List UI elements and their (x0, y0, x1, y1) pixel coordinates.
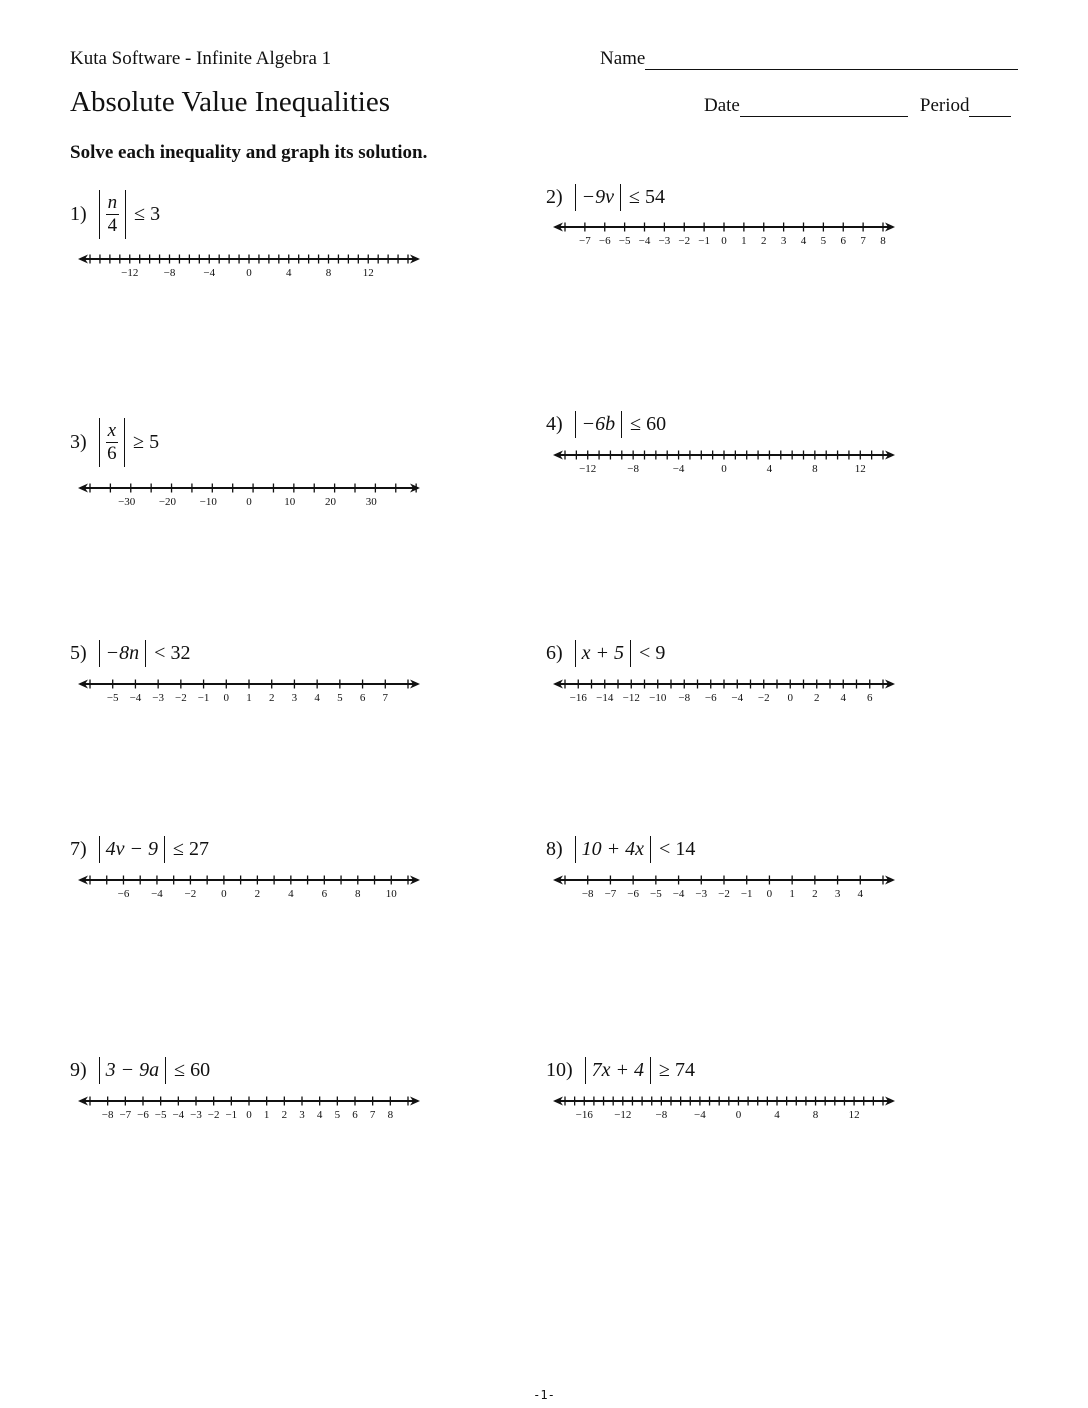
tick-label: −4 (172, 1109, 185, 1121)
tick-label: −4 (694, 1109, 706, 1121)
date-label: Date (704, 95, 740, 116)
name-label: Name (600, 48, 646, 69)
tick-label: −10 (649, 692, 667, 704)
tick-label: −7 (604, 888, 617, 900)
period-blank[interactable] (969, 98, 1011, 117)
absolute-value: x + 5 (575, 640, 631, 667)
tick-label: −2 (757, 692, 770, 704)
tick-label: −8 (655, 1109, 668, 1121)
date-period-fields (704, 95, 1011, 117)
tick-label: 4 (800, 235, 807, 247)
number-line-5[interactable] (78, 675, 420, 709)
absolute-value: −8n (99, 640, 147, 667)
tick-label: −8 (581, 888, 594, 900)
tick-label: −30 (118, 496, 136, 508)
tick-label: −20 (158, 496, 177, 508)
absolute-value (99, 190, 127, 239)
inequality-rhs: ≤ 60 (630, 413, 667, 435)
tick-label: 5 (820, 235, 827, 247)
problem-number: 10) (546, 1059, 573, 1081)
tick-label: −1 (698, 235, 710, 247)
tick-label: −4 (672, 463, 685, 475)
number-line-4[interactable] (553, 446, 895, 480)
absolute-value: 7x + 4 (585, 1057, 651, 1084)
tick-label: 0 (246, 496, 252, 508)
fraction (106, 192, 120, 237)
problem-number: 9) (70, 1059, 87, 1081)
tick-label: 3 (299, 1109, 305, 1121)
tick-label: 10 (284, 496, 296, 508)
tick-label: −1 (225, 1109, 238, 1121)
tick-label: −8 (678, 692, 691, 704)
tick-label: 2 (268, 692, 275, 704)
inequality-rhs: ≤ 54 (629, 186, 666, 208)
fraction (106, 420, 118, 465)
tick-label: 5 (334, 1109, 341, 1121)
absolute-value: −6b (575, 411, 623, 438)
tick-label: −4 (731, 692, 744, 704)
tick-label: −4 (129, 692, 142, 704)
tick-label: −1 (197, 692, 210, 704)
fraction-numerator: x (107, 420, 117, 441)
tick-label: 2 (814, 692, 820, 704)
problem-6 (546, 640, 665, 667)
tick-label: 2 (281, 1109, 288, 1121)
problem-number: 2) (546, 186, 563, 208)
tick-label: 30 (365, 496, 377, 508)
tick-label: −5 (154, 1109, 167, 1121)
tick-label: −12 (579, 463, 597, 475)
tick-label: −8 (627, 463, 640, 475)
problem-7 (70, 836, 209, 863)
tick-label: −6 (627, 888, 640, 900)
number-line-9[interactable] (78, 1092, 420, 1126)
tick-label: −7 (119, 1109, 132, 1121)
tick-label: −12 (614, 1109, 632, 1121)
tick-label: 12 (848, 1109, 860, 1121)
tick-label: −10 (199, 496, 217, 508)
instructions: Solve each inequality and graph its solution. (70, 142, 428, 163)
problem-10 (546, 1057, 695, 1084)
name-blank[interactable] (645, 51, 1018, 70)
problem-2 (546, 184, 665, 211)
tick-label: −7 (579, 235, 591, 247)
tick-label: −12 (622, 692, 640, 704)
tick-label: 4 (314, 692, 320, 704)
tick-label: 0 (223, 692, 230, 704)
tick-label: 7 (382, 692, 389, 704)
tick-label: 6 (352, 1109, 358, 1121)
tick-label: −6 (117, 888, 130, 900)
problem-9 (70, 1057, 210, 1084)
problem-number: 6) (546, 642, 563, 664)
problem-5 (70, 640, 190, 667)
tick-label: 4 (857, 888, 864, 900)
tick-label: 0 (221, 888, 227, 900)
tick-label: −1 (740, 888, 753, 900)
tick-label: 7 (860, 235, 866, 247)
tick-label: 4 (316, 1109, 323, 1121)
tick-label: 3 (291, 692, 298, 704)
tick-label: 12 (854, 463, 866, 475)
inequality-rhs: < 14 (659, 838, 696, 860)
tick-label: −16 (575, 1109, 593, 1121)
tick-label: −8 (101, 1109, 114, 1121)
tick-label: −2 (174, 692, 187, 704)
page-number: -1- (533, 1388, 555, 1402)
tick-label: −5 (618, 235, 631, 247)
number-line-1[interactable] (78, 250, 420, 284)
tick-label: 6 (840, 235, 846, 247)
tick-label: 6 (321, 888, 328, 900)
tick-label: 8 (355, 888, 361, 900)
problem-number: 7) (70, 838, 87, 860)
tick-label: −4 (151, 888, 163, 900)
tick-label: 3 (834, 888, 841, 900)
inequality-rhs: ≤ 60 (174, 1059, 211, 1081)
inequality-rhs: ≥ 74 (659, 1059, 696, 1081)
tick-label: 12 (362, 267, 374, 279)
tick-label: 0 (721, 463, 727, 475)
tick-label: 6 (867, 692, 873, 704)
tick-label: 2 (812, 888, 818, 900)
tick-label: 4 (766, 463, 773, 475)
tick-label: 5 (337, 692, 343, 704)
tick-label: −3 (658, 235, 671, 247)
number-line-10[interactable] (553, 1092, 895, 1126)
tick-label: 0 (721, 235, 727, 247)
inequality-rhs: < 32 (154, 642, 191, 664)
absolute-value: 10 + 4x (575, 836, 651, 863)
tick-label: −5 (106, 692, 119, 704)
absolute-value: 3 − 9a (99, 1057, 167, 1084)
tick-label: −5 (649, 888, 662, 900)
fraction-numerator: n (107, 192, 118, 213)
tick-label: −4 (638, 235, 651, 247)
period-label: Period (919, 95, 970, 116)
inequality-rhs: ≥ 5 (133, 431, 160, 453)
problem-1 (70, 190, 160, 239)
tick-label: −2 (678, 235, 691, 247)
tick-label: 0 (246, 1109, 252, 1121)
problem-4 (546, 411, 666, 438)
tick-label: 7 (369, 1109, 376, 1121)
tick-label: 1 (789, 888, 795, 900)
number-line-7[interactable] (78, 871, 420, 905)
tick-label: −2 (207, 1109, 220, 1121)
tick-label: 1 (741, 235, 747, 247)
tick-label: −16 (569, 692, 587, 704)
number-line-6[interactable] (553, 675, 895, 709)
tick-label: 2 (761, 235, 767, 247)
software-label: Kuta Software - Infinite Algebra 1 (70, 48, 332, 69)
inequality-rhs: ≤ 3 (134, 203, 161, 225)
absolute-value (99, 418, 125, 467)
tick-label: 4 (286, 267, 292, 279)
tick-label: 4 (288, 888, 294, 900)
tick-label: 8 (325, 267, 332, 279)
tick-label: 6 (359, 692, 366, 704)
tick-label: 3 (780, 235, 787, 247)
fraction-denominator: 6 (107, 443, 117, 464)
tick-label: 0 (735, 1109, 742, 1121)
tick-label: 8 (812, 1109, 819, 1121)
tick-label: −6 (598, 235, 611, 247)
tick-label: 4 (840, 692, 846, 704)
absolute-value: 4v − 9 (99, 836, 165, 863)
number-line-3[interactable] (78, 479, 420, 513)
tick-label: 8 (812, 463, 818, 475)
inequality-rhs: ≤ 27 (173, 838, 210, 860)
tick-label: 20 (325, 496, 337, 508)
tick-label: −3 (152, 692, 165, 704)
problem-number: 1) (70, 203, 87, 225)
tick-label: 1 (263, 1109, 270, 1121)
tick-label: −8 (163, 267, 176, 279)
number-line-8[interactable] (553, 871, 895, 905)
name-field[interactable] (600, 48, 1018, 70)
worksheet-title: Absolute Value Inequalities (70, 86, 391, 118)
fraction-denominator: 4 (107, 215, 118, 236)
problem-number: 3) (70, 431, 87, 453)
number-line-2[interactable] (553, 218, 895, 252)
tick-label: −3 (695, 888, 708, 900)
inequality-rhs: < 9 (639, 642, 666, 664)
tick-label: 0 (246, 267, 252, 279)
tick-label: −6 (704, 692, 717, 704)
tick-label: −4 (203, 267, 216, 279)
tick-label: 8 (880, 235, 886, 247)
tick-label: 1 (246, 692, 252, 704)
problem-number: 4) (546, 413, 563, 435)
tick-label: 0 (766, 888, 773, 900)
tick-label: −6 (137, 1109, 149, 1121)
tick-label: −3 (190, 1109, 202, 1121)
tick-label: −14 (596, 692, 614, 704)
problem-8 (546, 836, 695, 863)
tick-label: −2 (718, 888, 730, 900)
tick-label: 4 (774, 1109, 780, 1121)
tick-label: 10 (385, 888, 397, 900)
problem-number: 8) (546, 838, 563, 860)
tick-label: 8 (387, 1109, 394, 1121)
problem-3 (70, 418, 159, 467)
tick-label: −4 (672, 888, 685, 900)
tick-label: 2 (254, 888, 261, 900)
date-blank[interactable] (740, 98, 908, 117)
problem-number: 5) (70, 642, 87, 664)
tick-label: −2 (184, 888, 197, 900)
absolute-value: −9v (575, 184, 621, 211)
tick-label: −12 (121, 267, 139, 279)
tick-label: 0 (787, 692, 793, 704)
